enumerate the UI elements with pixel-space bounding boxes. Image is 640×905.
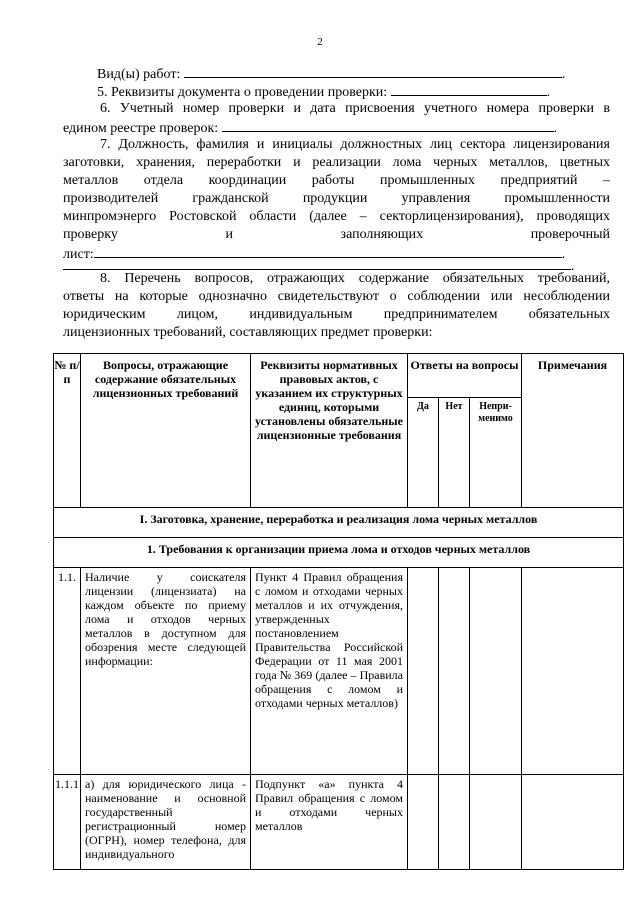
row-requisite: Пункт 4 Правил обращения с ломом и отходами черных металлов и их отчуждения, утвержденных постановлением Правительства Российской Федерации от 11 мая 2001 года № 369 (далее – Правила обращения с ломом и отходами черных металлов) bbox=[251, 568, 408, 775]
answer-yes-cell[interactable] bbox=[408, 775, 439, 870]
item-7-line-5 bbox=[63, 208, 610, 226]
answer-no-cell[interactable] bbox=[439, 775, 470, 870]
header-notes: Примечания bbox=[522, 354, 624, 508]
row-num: 1.1. bbox=[54, 568, 81, 775]
table-header-row bbox=[54, 354, 624, 398]
answer-na-cell[interactable] bbox=[470, 568, 522, 775]
header-requisites: Реквизиты нормативных правовых актов, с указанием их структурных единиц, которыми установлены обязательные лицензионные требования bbox=[251, 354, 408, 508]
answer-no-cell[interactable] bbox=[439, 568, 470, 775]
row-requisite: Подпункт «а» пункта 4 Правил обращения с ломом и отходами черных металлов bbox=[251, 775, 408, 870]
item-7-line-2 bbox=[63, 154, 610, 172]
item-8-line-1 bbox=[63, 270, 610, 288]
item-8-text-4: лицензионных требований, составляющих предмет проверки: bbox=[63, 325, 433, 340]
item-8-text-1: 8. Перечень вопросов, отражающих содержание обязательных требований, bbox=[100, 271, 610, 286]
section-title: I. Заготовка, хранение, переработка и реализация лома черных металлов bbox=[54, 508, 624, 538]
item-7-text-1: 7. Должность, фамилия и инициалы должностных лиц сектора лицензирования bbox=[100, 137, 610, 152]
item-8-line-3 bbox=[63, 306, 610, 324]
item-8-line-4 bbox=[63, 324, 610, 342]
item-7-line-4 bbox=[63, 190, 610, 208]
item-7-text-7: лист: bbox=[63, 247, 94, 262]
notes-cell[interactable] bbox=[522, 775, 624, 870]
work-type-blank bbox=[184, 64, 562, 78]
subsection-row bbox=[54, 538, 624, 568]
item-6-line-1 bbox=[63, 100, 610, 118]
item-5: 5. Реквизиты документа о проведении проверки: . bbox=[97, 82, 610, 102]
checklist-table bbox=[53, 353, 624, 870]
header-num: № п/п bbox=[54, 354, 81, 508]
item-7-blank-2 bbox=[63, 256, 571, 270]
notes-cell[interactable] bbox=[522, 568, 624, 775]
table-row bbox=[54, 775, 624, 870]
item-7-text-3: металлов отдела координации работы промышленных предприятий – bbox=[63, 173, 610, 188]
section-row bbox=[54, 508, 624, 538]
item-5-blank bbox=[391, 82, 547, 96]
item-7-line-6 bbox=[63, 226, 610, 244]
item-7-text-4: производителей гражданской продукции управления промышленности bbox=[63, 191, 610, 206]
page-number: 2 bbox=[317, 36, 323, 48]
header-answers: Ответы на вопросы bbox=[408, 354, 522, 398]
table-row bbox=[54, 568, 624, 775]
row-question: Наличие у соискателя лицензии (лицензиата) на каждом объекте по приему лома и отходов черных металлов в доступном для обозрения месте следующей информации: bbox=[81, 568, 251, 775]
header-no: Нет bbox=[439, 398, 470, 508]
work-type-label: Вид(ы) работ: bbox=[97, 67, 181, 82]
item-5-label: 5. Реквизиты документа о проведении проверки: bbox=[97, 85, 388, 100]
row-num: 1.1.1 bbox=[54, 775, 81, 870]
row-question: а) для юридического лица - наименование и основной государственный регистрационный номер (ОГРН), номер телефона, для индивидуального bbox=[81, 775, 251, 870]
subsection-title: 1. Требования к организации приема лома и отходов черных металлов bbox=[54, 538, 624, 568]
header-yes: Да bbox=[408, 398, 439, 508]
item-7-text-6: проверку и заполняющих проверочный bbox=[63, 227, 610, 242]
item-6-line-2: едином реестре проверок: . bbox=[63, 118, 610, 138]
item-7-line-8: . bbox=[63, 256, 610, 276]
item-6-text-2: едином реестре проверок: bbox=[63, 121, 219, 136]
answer-yes-cell[interactable] bbox=[408, 568, 439, 775]
item-7-line-3 bbox=[63, 172, 610, 190]
item-8-line-2 bbox=[63, 288, 610, 306]
item-7-text-5: минпромэнерго Ростовской области (далее – секторлицензирования), проводящих bbox=[63, 209, 610, 224]
item-6-text: 6. Учетный номер проверки и дата присвоения учетного номера проверки в bbox=[100, 101, 610, 116]
item-7-line-7: лист: . bbox=[63, 244, 610, 264]
work-type-field: Вид(ы) работ: . bbox=[97, 64, 610, 84]
item-8-text-3: юридическим лицом, индивидуальным предпринимателем обязательных bbox=[63, 307, 610, 322]
item-8-text-2: ответы на которые однозначно свидетельствуют о соблюдении или несоблюдении bbox=[63, 289, 610, 304]
item-6-blank bbox=[222, 118, 554, 132]
item-7-line-1 bbox=[63, 136, 610, 154]
header-na: Непри- менимо bbox=[470, 398, 522, 508]
header-questions: Вопросы, отражающие содержание обязательных лицензионных требований bbox=[81, 354, 251, 508]
answer-na-cell[interactable] bbox=[470, 775, 522, 870]
item-7-text-2: заготовки, хранения, переработки и реализации лома черных металлов, цветных bbox=[63, 155, 610, 170]
